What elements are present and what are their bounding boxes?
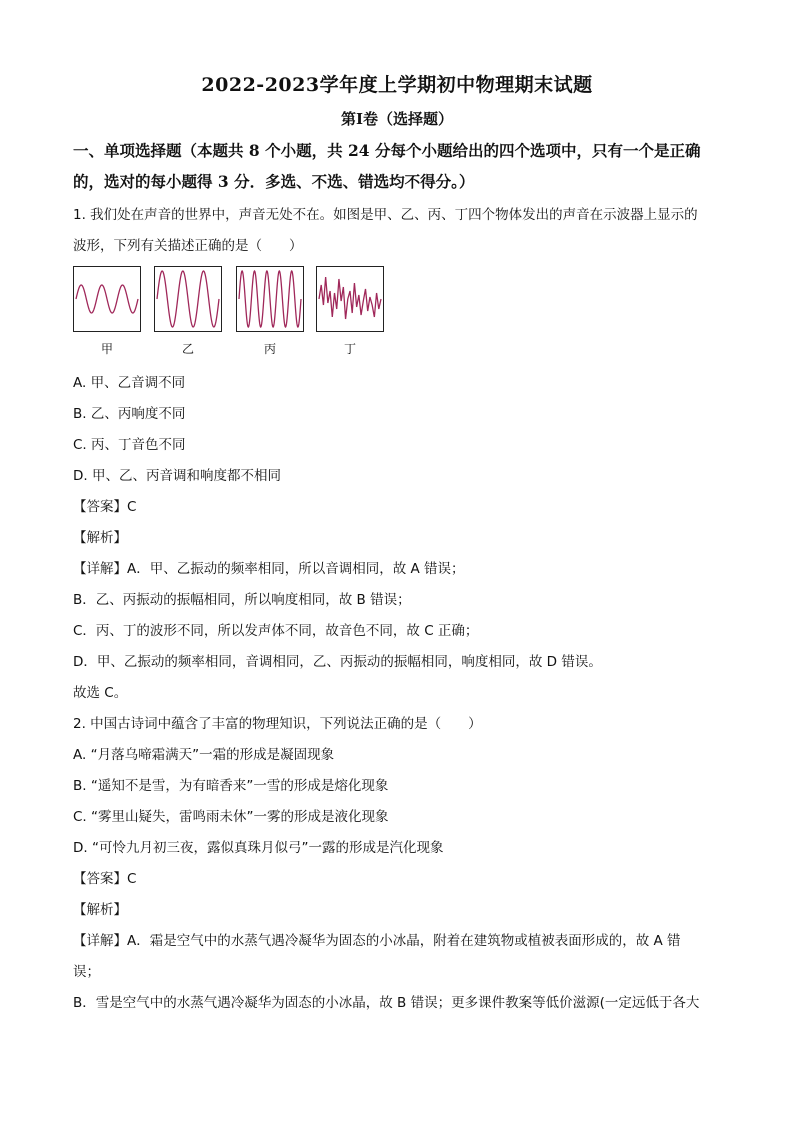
section-heading	[73, 135, 723, 197]
q2-explain-line: 误；	[73, 964, 100, 980]
waveform-yi	[154, 266, 222, 332]
q1-option-a: A. 甲、乙音调不同	[73, 375, 186, 391]
waveform-ding	[316, 266, 384, 332]
q1-option-c: C. 丙、丁音色不同	[73, 437, 186, 453]
q1-explain-line: D．甲、乙振动的频率相同，音调相同，乙、丙振动的振幅相同，响度相同，故 D 错误。	[73, 654, 602, 670]
q1-stem-line-1: 1. 我们处在声音的世界中，声音无处不在。如图是甲、乙、丙、丁四个物体发出的声音在示波器上显示的	[73, 207, 698, 223]
q2-option-a: A. “月落乌啼霜满天”一霜的形成是凝固现象	[73, 747, 335, 763]
section-heading-line-1: 一、单项选择题（本题共 8 个小题，共 24 分每个小题给出的四个选项中，只有一个是正确	[73, 141, 701, 160]
waveform-bing	[236, 266, 304, 332]
q1-option-b: B. 乙、丙响度不同	[73, 406, 186, 422]
q2-answer: 【答案】C	[73, 871, 137, 887]
q2-stem: 2. 中国古诗词中蕴含了丰富的物理知识，下列说法正确的是（ ）	[73, 716, 482, 732]
q2-option-b: B. “遥知不是雪，为有暗香来”一雪的形成是熔化现象	[73, 778, 389, 794]
q2-option-d: D. “可怜九月初三夜，露似真珠月似弓”一露的形成是汽化现象	[73, 840, 444, 856]
waveform-label: 甲	[100, 342, 113, 356]
q1-explain-line: B．乙、丙振动的振幅相同，所以响度相同，故 B 错误；	[73, 592, 411, 608]
q2-analysis-label: 【解析】	[73, 902, 127, 918]
q1-analysis-label: 【解析】	[73, 530, 127, 546]
page-title: 2022-2023学年度上学期初中物理期末试题	[201, 74, 593, 96]
q2-explain-line: 【详解】A．霜是空气中的水蒸气遇冷凝华为固态的小冰晶，附着在建筑物或植被表面形成的，故 A 错	[73, 933, 681, 949]
section-subtitle: 第Ⅰ卷（选择题）	[340, 110, 454, 128]
waveform-label: 丁	[343, 342, 356, 356]
waveform-label: 丙	[263, 342, 276, 356]
q2-explain-line: B．雪是空气中的水蒸气遇冷凝华为固态的小冰晶，故 B 错误；更多课件教案等低价滋源(一定远低于各大	[73, 995, 700, 1011]
q1-option-d: D. 甲、乙、丙音调和响度都不相同	[73, 468, 281, 484]
waveform-jia	[73, 266, 141, 332]
q1-stem-line-2: 波形，下列有关描述正确的是（ ）	[73, 238, 303, 254]
q2-option-c: C. “雾里山疑失，雷鸣雨未休”一雾的形成是液化现象	[73, 809, 389, 825]
q1-answer: 【答案】C	[73, 499, 137, 515]
q1-explain-line: 故选 C。	[73, 685, 128, 701]
waveform-label: 乙	[181, 342, 194, 356]
q1-explain-line: 【详解】A．甲、乙振动的频率相同，所以音调相同，故 A 错误；	[73, 561, 465, 577]
q1-explain-line: C．丙、丁的波形不同，所以发声体不同，故音色不同，故 C 正确；	[73, 623, 479, 639]
section-heading-line-2: 的，选对的每小题得 3 分．多选、不选、错选均不得分。）	[73, 172, 475, 191]
